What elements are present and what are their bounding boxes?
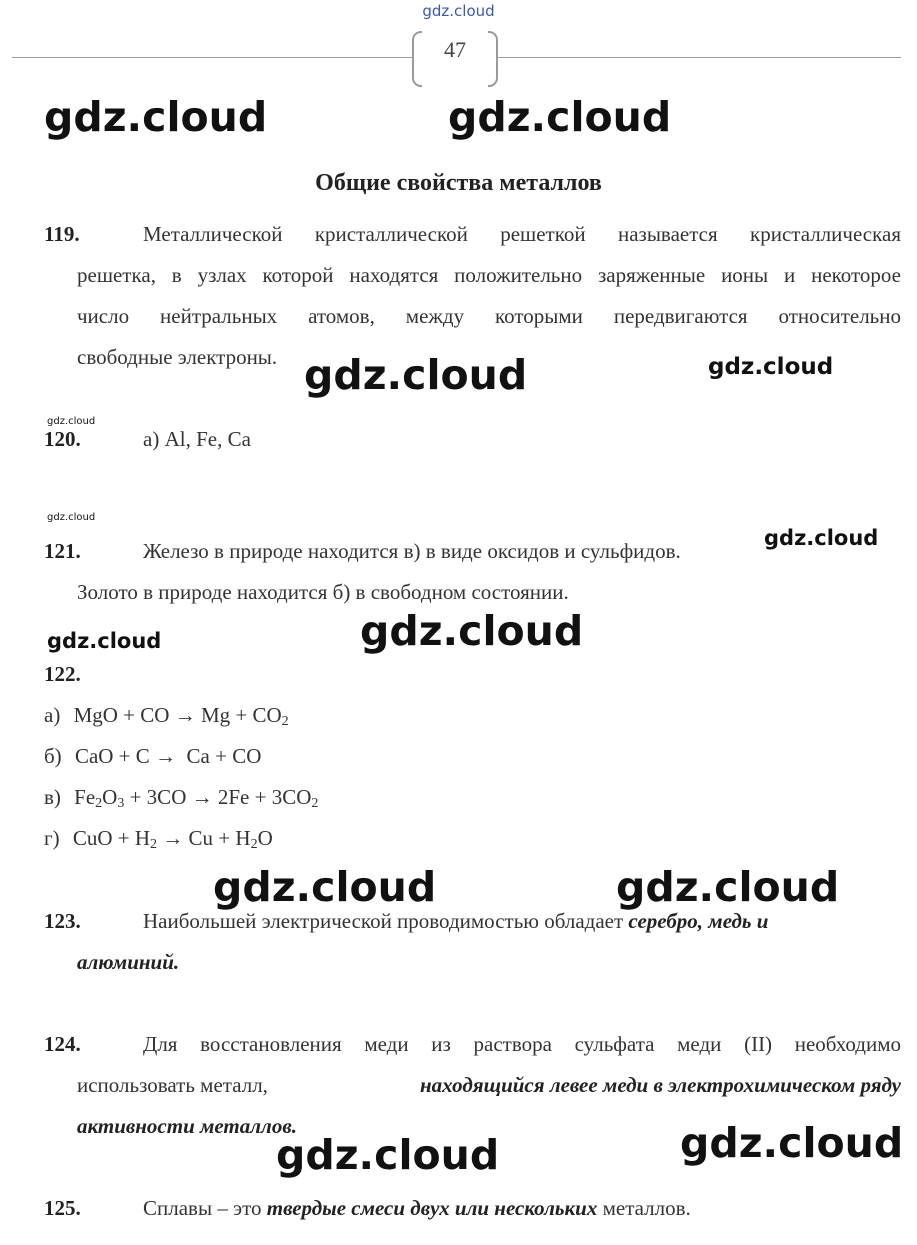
equation-label: г) [44,826,60,850]
header-rule-right [498,57,901,58]
subscript: 3 [117,796,125,811]
equation-reactants: MgO + CO [73,703,170,727]
equation-products: 2Fe + 3CO [217,785,312,809]
subscript: 2 [311,796,319,811]
watermark: gdz.cloud [304,351,528,399]
top-watermark: gdz.cloud [422,2,495,20]
answer-119-line: свободные электроны. [77,345,278,369]
answer-120-text: а) Al, Fe, Ca [143,427,251,451]
arrow-icon: → [174,703,196,727]
answer-125-plain: Сплавы – это [143,1196,262,1220]
page-number: 47 [444,37,466,62]
answer-number-122: 122. [44,662,81,686]
answer-124-line: Для восстановления меди из раствора сульфата меди (II) необходимо [143,1032,901,1056]
watermark: gdz.cloud [44,93,268,141]
watermark: gdz.cloud [680,1119,904,1167]
answer-number-123: 123. [44,909,81,933]
answer-124-emphasis: активности металлов. [77,1114,297,1138]
equation-products: Mg + CO [200,703,282,727]
answer-123-emphasis: серебро, медь и [628,909,769,933]
answer-123-plain: Наибольшей электрической проводимостью обладает [143,909,624,933]
answer-number-125: 125. [44,1196,81,1220]
subscript: 2 [95,796,103,811]
watermark: gdz.cloud [616,863,840,911]
answer-number-124: 124. [44,1032,81,1056]
equation-reactant-part: Fe [74,785,96,809]
answer-number-121: 121. [44,539,81,563]
answer-125-emphasis: твердые смеси двух или нескольких [266,1196,598,1220]
arrow-icon: → [162,826,184,850]
watermark: gdz.cloud [708,354,834,380]
section-title: Общие свойства металлов [315,170,602,196]
equation-products: Cu + H [188,826,251,850]
answer-125-line [143,1188,691,1229]
equation-d [44,818,273,859]
answer-124-line [77,1065,901,1106]
answer-125-plain: металлов. [602,1196,691,1220]
watermark: gdz.cloud [47,629,162,653]
watermark: gdz.cloud [360,607,584,655]
subscript: 2 [150,837,158,852]
answer-number-120: 120. [44,427,81,451]
answer-124-emphasis: находящийся левее меди в электрохимическом ряду [419,1073,901,1097]
equation-reactant-part: O [102,785,118,809]
watermark: gdz.cloud [47,416,96,427]
watermark: gdz.cloud [764,526,879,550]
equation-b [44,736,261,777]
equation-label: в) [44,785,61,809]
answer-123-emphasis: алюминий. [77,950,180,974]
equation-a [44,695,289,736]
answer-119-line: решетка, в узлах которой находятся положительно заряженные ионы и некоторое [77,263,901,287]
equation-products: Ca + CO [181,744,262,768]
equation-reactant-part: CuO + H [72,826,151,850]
subscript: 2 [281,714,289,729]
watermark: gdz.cloud [213,863,437,911]
watermark: gdz.cloud [448,93,672,141]
answer-119-line: Металлической кристаллической решеткой называется кристаллическая [143,222,901,246]
equation-label: б) [44,744,62,768]
arrow-icon: → [155,744,177,768]
answer-121-line: Железо в природе находится в) в виде оксидов и сульфидов. [143,539,681,563]
equation-label: а) [44,703,61,727]
arrow-icon: → [191,785,213,809]
equation-c [44,777,318,818]
header-rule-left [12,57,412,58]
equation-reactants: CaO + C [74,744,150,768]
answer-121-line: Золото в природе находится б) в свободном состоянии. [77,580,569,604]
watermark: gdz.cloud [276,1131,500,1179]
answer-119-line: число нейтральных атомов, между которыми передвигаются относительно [77,304,901,328]
equation-product-part: O [257,826,273,850]
equation-reactant-part: + 3CO [124,785,187,809]
subscript: 2 [250,837,258,852]
watermark: gdz.cloud [47,512,96,523]
answer-number-119: 119. [44,222,80,246]
answer-124-plain: использовать металл, [77,1073,268,1097]
answer-123-line [143,901,768,942]
